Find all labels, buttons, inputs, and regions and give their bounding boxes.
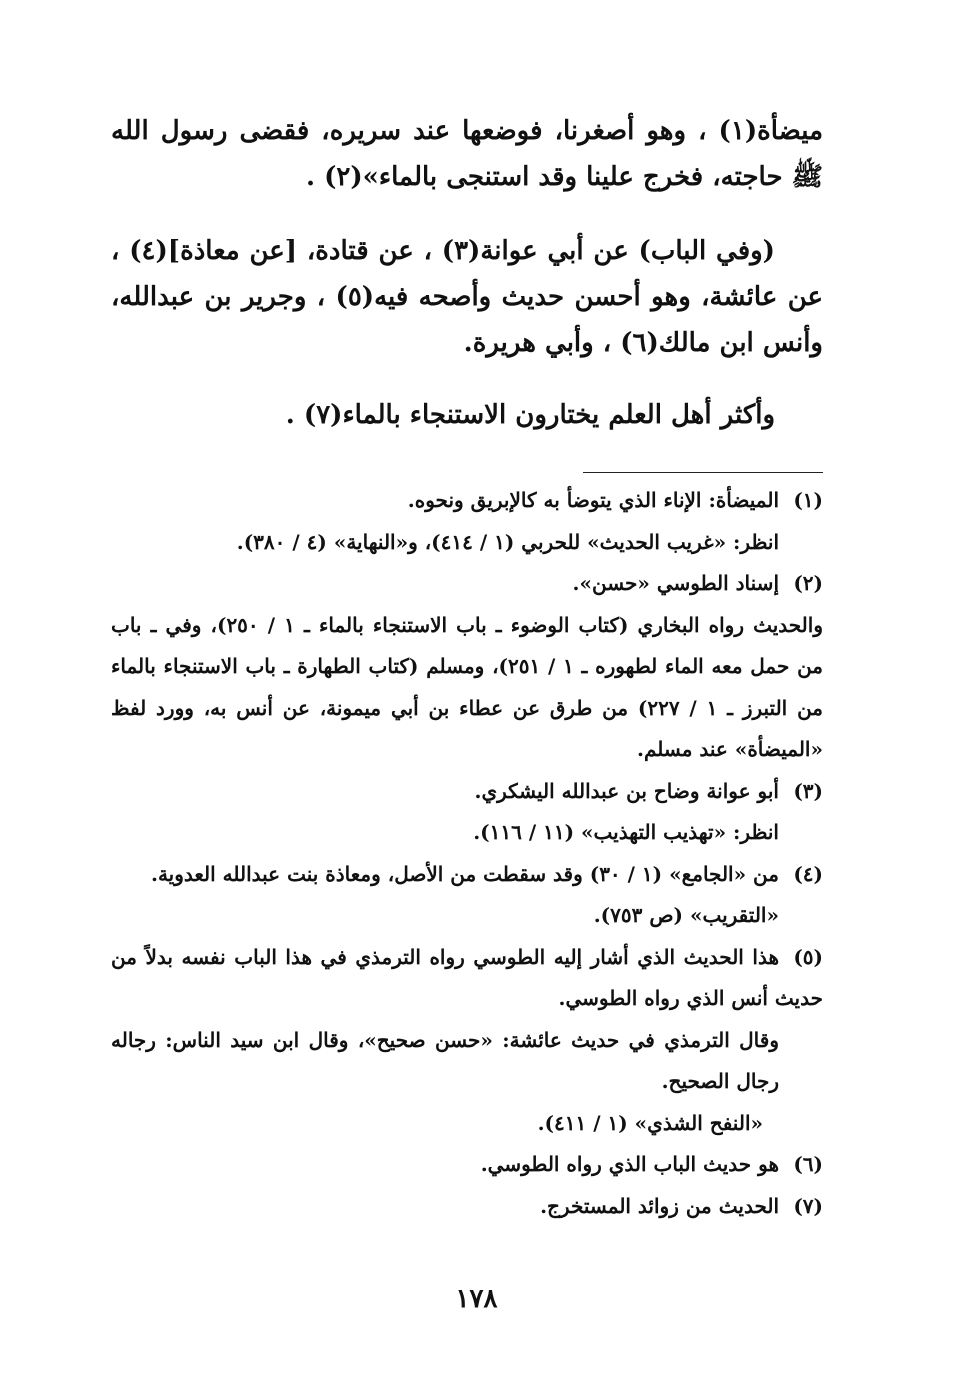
footnotes-section: [111, 480, 823, 1227]
footnote-7-number: (٧): [793, 1193, 823, 1218]
footnote-1-text: الميضأة: الإناء الذي يتوضأ به كالإبريق ونحوه.: [407, 488, 779, 512]
main-paragraph-1: [111, 108, 823, 200]
main-paragraph-3: [111, 392, 823, 438]
footnote-5-body: وقال الترمذي في حديث عائشة: «حسن صحيح»، وقال ابن سيد الناس: رجاله رجال الصحيح.: [111, 1027, 779, 1093]
footnote-5-number: (٥): [793, 944, 823, 969]
footnote-6-number: (٦): [793, 1152, 823, 1176]
footnote-4-number: (٤): [793, 861, 823, 886]
footnote-5: [111, 937, 823, 1020]
footnote-4-reference: «التقريب» (ص ٧٥٣).: [593, 903, 779, 927]
footnote-3-number: (٣): [793, 778, 823, 803]
footnote-3: [111, 771, 823, 813]
footnote-3-reference: انظر: «تهذيب التهذيب» (١١ / ١١٦).: [473, 820, 779, 844]
footnote-2: [111, 563, 823, 605]
main-paragraph-2-text: (وفي الباب) عن أبي عوانة(٣) ، عن قتادة، [عن معاذة](٤) ، عن عائشة، وهو أحسن حديث وأصحه فيه(٥) ، وجرير بن عبدالله، وأنس ابن مالك(٦) ، وأبي هريرة.: [111, 236, 824, 358]
page-number: ١٧٨: [455, 1284, 498, 1314]
footnote-4: [111, 854, 823, 896]
footnote-7: [111, 1186, 823, 1228]
footnote-separator: [583, 472, 823, 473]
main-paragraph-1-text: ميضأة(١) ، وهو أصغرنا، فوضعها عند سريره، فقضى رسول الله ﷺ حاجته، فخرج علينا وقد استنجى بالماء»(٢) .: [111, 116, 823, 192]
footnote-1: [111, 480, 823, 522]
footnote-7-text: الحديث من زوائد المستخرج.: [540, 1193, 779, 1218]
footnote-2-number: (٢): [793, 571, 823, 595]
footnote-1-number: (١): [793, 488, 823, 512]
footnote-5-reference: «النفح الشذي» (١ / ٤١١).: [537, 1110, 763, 1135]
footnote-1-reference: انظر: «غريب الحديث» للحربي (١ / ٤١٤)، و«النهاية» (٤ / ٣٨٠).: [236, 529, 779, 554]
footnote-2-text: إسناد الطوسي «حسن».: [572, 571, 779, 595]
main-paragraph-3-text: وأكثر أهل العلم يختارون الاستنجاء بالماء(٧) .: [285, 400, 775, 430]
footnote-5-text: هذا الحديث الذي أشار إليه الطوسي رواه الترمذي في هذا الباب نفسه بدلاً من حديث أنس الذي رواه الطوسي.: [111, 944, 823, 1010]
main-paragraph-2: [111, 228, 823, 366]
footnote-6: [111, 1144, 823, 1186]
footnote-6-text: هو حديث الباب الذي رواه الطوسي.: [480, 1152, 779, 1176]
footnote-4-text: من «الجامع» (١ / ٣٠) وقد سقطت من الأصل، ومعاذة بنت عبدالله العدوية.: [150, 861, 779, 886]
footnote-3-text: أبو عوانة وضاح بن عبدالله اليشكري.: [474, 778, 779, 803]
footnote-2-body: والحديث رواه البخاري (كتاب الوضوء ـ باب الاستنجاء بالماء ـ ١ / ٢٥٠)، وفي ـ باب من حمل معه الماء لطهوره ـ ١ / ٢٥١)، ومسلم (كتاب الطهارة ـ باب الاستنجاء بالماء من التبرز ـ ١ / ٢٢٧) من طرق عن عطاء بن أبي ميمونة، عن أنس به، وورد لفظ «الميضأة» عند مسلم.: [111, 612, 824, 761]
